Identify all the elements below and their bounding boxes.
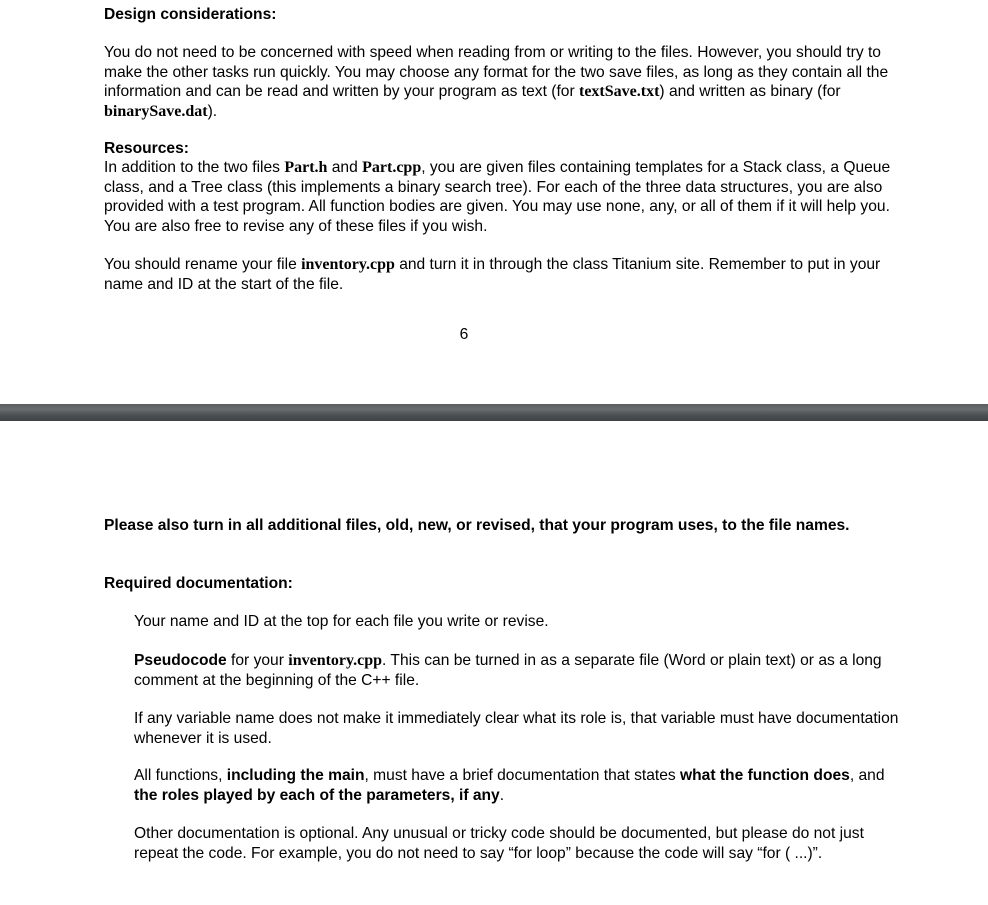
rename-text-1: You should rename your file	[104, 256, 302, 273]
design-text-1: You do not need to be concerned with speed when reading from or writing to the files. However, you should try to make the other tasks run quickly. You may choose any format for the two save files, as long as they contain all the information and can be read and written by your program as text (for	[104, 44, 889, 100]
resources-text-2: and	[327, 159, 363, 176]
functions-text-1: All functions,	[134, 767, 227, 784]
resources-text-1: In addition to the two files	[104, 159, 285, 176]
page-number: 6	[459, 326, 469, 343]
pseudocode-text-1: for your	[226, 652, 289, 669]
part-cpp-filename: Part.cpp	[362, 159, 422, 176]
document-page-lower	[0, 421, 988, 905]
functions-bold-3: the roles played by each of the parameters, if any	[134, 786, 500, 804]
rename-text-2: and turn it in through the class Titanium site. Remember to put in your name and ID at the start of the file.	[104, 256, 881, 293]
turnin-note: Please also turn in all additional files, old, new, or revised, that your program uses, to the file names.	[104, 517, 850, 534]
design-text-2: ) and written as binary (for	[659, 83, 841, 100]
resources-paragraph	[104, 158, 904, 236]
inventory-cpp-filename-2: inventory.cpp	[288, 652, 383, 669]
functions-bold-1: including the main	[226, 767, 365, 784]
doc-item-name-id: Your name and ID at the top for each file you write or revise.	[134, 613, 549, 630]
design-considerations-heading: Design considerations:	[104, 6, 277, 23]
rename-paragraph	[104, 255, 904, 294]
functions-text-4: .	[499, 786, 505, 804]
doc-item-pseudocode	[134, 651, 904, 690]
page-separator	[0, 404, 988, 421]
document-page-upper	[0, 0, 988, 404]
binary-save-filename: binarySave.dat	[104, 102, 208, 120]
doc-item-variables: If any variable name does not make it immediately clear what its role is, that variable must have documentation whenever it is used.	[134, 710, 899, 747]
functions-text-2: , must have a brief documentation that states	[364, 767, 681, 784]
required-documentation-heading: Required documentation:	[104, 575, 293, 592]
functions-text-3: , and	[849, 767, 885, 784]
pseudocode-text-2: . This can be turned in as a separate file (Word or plain text) or as a long comment at the beginning of the C++ file.	[134, 652, 882, 689]
resources-text-3: , you are given files containing templates for a Stack class, a Queue class, and a Tree class (this implements a binary search tree). For each of the three data structures, you are also provided with a test program. All function bodies are given. You may use none, any, or all of them if it will help you. You are also free to revise any of these files if you wish.	[104, 159, 891, 235]
text-save-filename: textSave.txt	[579, 83, 660, 100]
inventory-cpp-filename: inventory.cpp	[301, 256, 395, 273]
design-considerations-paragraph	[104, 43, 904, 121]
design-text-3: ).	[207, 102, 218, 120]
pseudocode-label: Pseudocode	[134, 652, 227, 669]
functions-bold-2: what the function does	[680, 767, 850, 784]
part-h-filename: Part.h	[284, 159, 328, 176]
resources-heading: Resources:	[104, 140, 189, 157]
doc-item-optional: Other documentation is optional. Any unusual or tricky code should be documented, but please do not just repeat the code. For example, you do not need to say “for loop” because the code will say “for ( ...)”.	[134, 825, 864, 862]
doc-item-functions	[134, 766, 904, 805]
